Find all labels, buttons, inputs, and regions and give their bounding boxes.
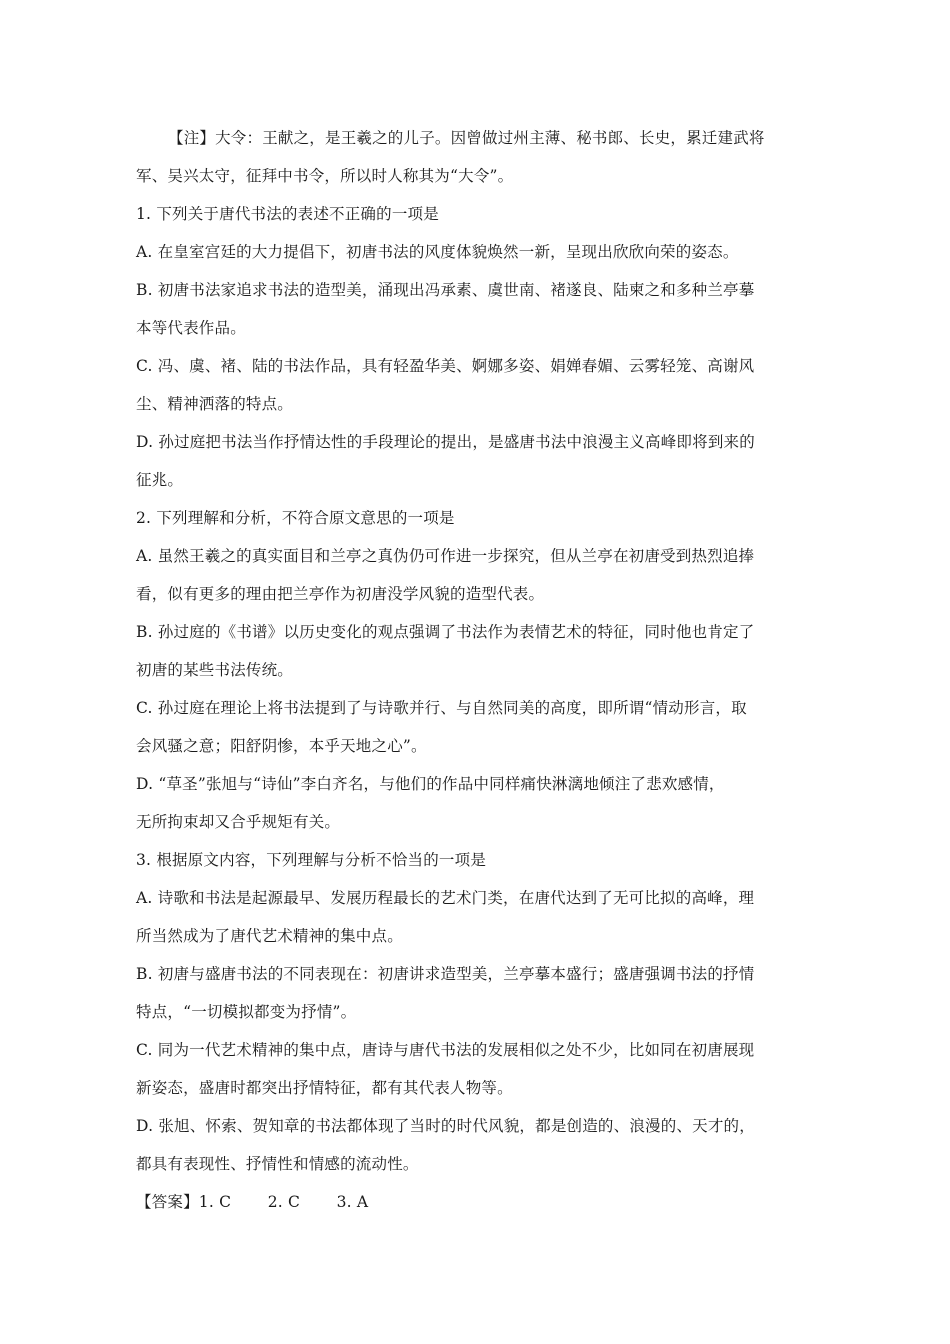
answer-line: 【答案】1. C 2. C 3. A <box>136 1193 369 1211</box>
q1-option-d-line-2: 征兆。 <box>136 471 184 489</box>
q1-option-b-line-1: B. 初唐书法家追求书法的造型美，涌现出冯承素、虞世南、褚遂良、陆柬之和多种兰亭摹 <box>136 281 755 299</box>
q1-option-b-line-2: 本等代表作品。 <box>136 319 246 337</box>
question-1-stem: 1. 下列关于唐代书法的表述不正确的一项是 <box>136 205 439 223</box>
q2-option-b-line-2: 初唐的某些书法传统。 <box>136 661 294 679</box>
question-3-stem: 3. 根据原文内容，下列理解与分析不恰当的一项是 <box>136 851 487 869</box>
q3-option-d-line-2: 都具有表现性、抒情性和情感的流动性。 <box>136 1155 419 1173</box>
note-line-1: 【注】大令：王献之，是王羲之的儿子。因曾做过州主薄、秘书郎、长史，累迁建武将 <box>168 129 765 147</box>
q2-option-a-line-1: A. 虽然王羲之的真实面目和兰亭之真伪仍可作进一步探究，但从兰亭在初唐受到热烈追捧 <box>136 547 755 565</box>
q3-option-c-line-2: 新姿态，盛唐时都突出抒情特征，都有其代表人物等。 <box>136 1079 513 1097</box>
q3-option-a-line-1: A. 诗歌和书法是起源最早、发展历程最长的艺术门类，在唐代达到了无可比拟的高峰，理 <box>136 889 755 907</box>
note-line-2: 军、吴兴太守，征拜中书令，所以时人称其为“大令”。 <box>136 167 514 185</box>
q2-option-d-line-1: D. “草圣”张旭与“诗仙”李白齐名，与他们的作品中同样痛快淋漓地倾注了悲欢感情， <box>136 775 725 793</box>
q2-option-a-line-2: 看，似有更多的理由把兰亭作为初唐没学风貌的造型代表。 <box>136 585 545 603</box>
q1-option-d-line-1: D. 孙过庭把书法当作抒情达性的手段理论的提出，是盛唐书法中浪漫主义高峰即将到来的 <box>136 433 755 451</box>
q3-option-b-line-1: B. 初唐与盛唐书法的不同表现在：初唐讲求造型美，兰亭摹本盛行；盛唐强调书法的抒情 <box>136 965 755 983</box>
q2-option-c-line-1: C. 孙过庭在理论上将书法提到了与诗歌并行、与自然同美的高度，即所谓“情动形言，取 <box>136 699 747 717</box>
q2-option-b-line-1: B. 孙过庭的《书谱》以历史变化的观点强调了书法作为表情艺术的特征，同时他也肯定了 <box>136 623 755 641</box>
q3-option-a-line-2: 所当然成为了唐代艺术精神的集中点。 <box>136 927 403 945</box>
q3-option-d-line-1: D. 张旭、怀索、贺知章的书法都体现了当时的时代风貌，都是创造的、浪漫的、天才的， <box>136 1117 755 1135</box>
q2-option-c-line-2: 会风骚之意；阳舒阴惨，本乎天地之心”。 <box>136 737 427 755</box>
q3-option-c-line-1: C. 同为一代艺术精神的集中点，唐诗与唐代书法的发展相似之处不少，比如同在初唐展现 <box>136 1041 755 1059</box>
question-2-stem: 2. 下列理解和分析，不符合原文意思的一项是 <box>136 509 455 527</box>
q1-option-c-line-2: 尘、精神洒落的特点。 <box>136 395 294 413</box>
q1-option-a-line-1: A. 在皇室宫廷的大力提倡下，初唐书法的风度体貌焕然一新，呈现出欣欣向荣的姿态。 <box>136 243 739 261</box>
q1-option-c-line-1: C. 冯、虞、褚、陆的书法作品，具有轻盈华美、婀娜多姿、娟婵春媚、云雾轻笼、高谢风 <box>136 357 755 375</box>
q3-option-b-line-2: 特点，“一切模拟都变为抒情”。 <box>136 1003 357 1021</box>
q2-option-d-line-2: 无所拘束却又合乎规矩有关。 <box>136 813 341 831</box>
